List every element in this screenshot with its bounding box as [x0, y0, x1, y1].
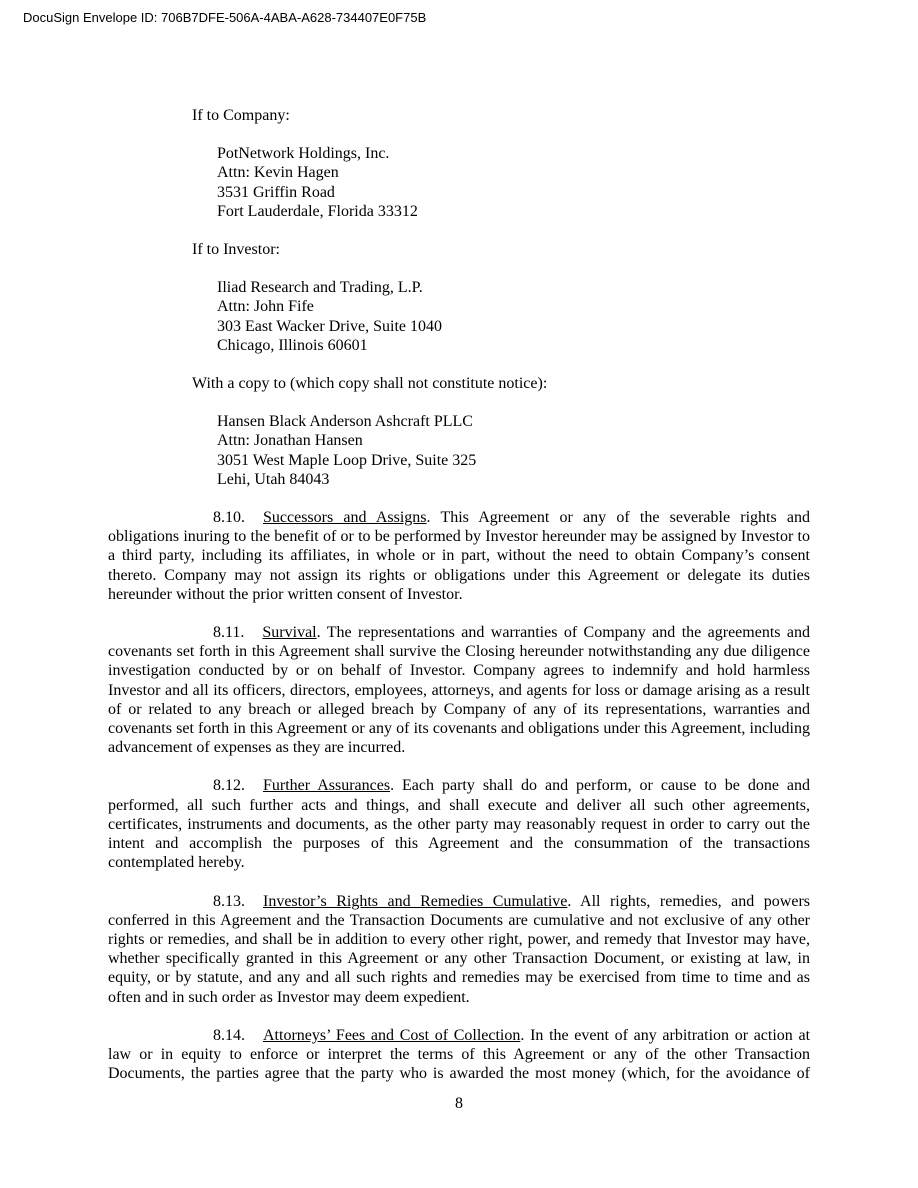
- section-body: The representations and warranties of Company and the agreements and covenants set forth in this Agreement shall survive the Closing hereunder notwithstanding any due diligence investigation conducted by or on behalf of Investor. Company agrees to indemnify and hold harmless Investor and all its officers, directors, employees, attorneys, and agents for loss or damage arising as a result of or related to any breach or alleged breach by Company of any of its representations, warranties and covenants set forth in this Agreement or any of its covenants and obligations under this Agreement, including advancement of expenses as they are incurred.: [108, 624, 811, 757]
- section-number: 8.12.: [213, 777, 245, 795]
- section-body: In the event of any arbitration or action at law or in equity to enforce or interpret the terms of this Agreement or any of the other Transaction Documents, the parties agree that the party who is awarded the most money (which, for the avoidance of: [108, 1026, 811, 1083]
- section-heading: Survival: [262, 624, 317, 642]
- address-line: Chicago, Illinois 60601: [217, 336, 368, 354]
- docusign-envelope-id: DocuSign Envelope ID: 706B7DFE-506A-4ABA-A628-734407E0F75B: [23, 10, 427, 25]
- heading-separator: .: [426, 509, 441, 527]
- section-8-10: [108, 508, 810, 604]
- heading-separator: .: [390, 777, 403, 795]
- page-number: 8: [455, 1095, 463, 1112]
- copy-address-block: [217, 412, 810, 489]
- address-line: Attn: Jonathan Hansen: [217, 432, 363, 450]
- section-heading: Investor’s Rights and Remedies Cumulative: [263, 892, 568, 910]
- address-line: Attn: Kevin Hagen: [217, 164, 339, 182]
- section-body: This Agreement or any of the severable rights and obligations inuring to the benefit of or to be performed by Investor hereunder may be assigned by Investor to a third party, including its affiliates, in whole or in part, without the need to obtain Company’s consent thereto. Company may not assign its rights or obligations under this Agreement or delegate its duties hereunder without the prior written consent of Investor.: [108, 509, 810, 603]
- heading-separator: .: [520, 1026, 531, 1044]
- address-line: Lehi, Utah 84043: [217, 470, 330, 488]
- section-heading: Successors and Assigns: [263, 509, 427, 527]
- address-line: Attn: John Fife: [217, 298, 314, 316]
- section-body: Each party shall do and perform, or cause to be done and performed, all such further acts and things, and shall execute and deliver all such other agreements, certificates, instruments and documents, as the other party may reasonably request in order to carry out the intent and accomplish the purposes of this Agreement and the consummation of the transactions contemplated hereby.: [108, 777, 810, 872]
- section-8-12: [108, 776, 810, 872]
- address-line: Hansen Black Anderson Ashcraft PLLC: [217, 413, 473, 431]
- notice-label-copy: With a copy to (which copy shall not constitute notice):: [192, 375, 548, 393]
- address-line: PotNetwork Holdings, Inc.: [217, 145, 390, 163]
- heading-separator: .: [567, 892, 581, 910]
- address-line: 3531 Griffin Road: [217, 183, 335, 201]
- company-address-block: [217, 144, 810, 221]
- address-line: Fort Lauderdale, Florida 33312: [217, 202, 418, 220]
- section-8-14: [108, 1026, 810, 1084]
- notice-label-company: If to Company:: [192, 107, 290, 124]
- document-body: [108, 106, 810, 1102]
- section-number: 8.10.: [213, 509, 245, 527]
- section-heading: Further Assurances: [263, 777, 391, 795]
- address-line: 303 East Wacker Drive, Suite 1040: [217, 317, 443, 335]
- section-body: All rights, remedies, and powers conferred in this Agreement and the Transaction Documents are cumulative and not exclusive of any other rights or remedies, and shall be in addition to every other right, power, and remedy that Investor may have, whether specifically granted in this Agreement or any other Transaction Document, or existing at law, in equity, or by statute, and any and all such rights and remedies may be exercised from time to time and as often and in such order as Investor may deem expedient.: [108, 892, 811, 1006]
- address-line: 3051 West Maple Loop Drive, Suite 325: [217, 451, 477, 469]
- section-heading: Attorneys’ Fees and Cost of Collection: [263, 1026, 521, 1044]
- investor-address-block: [217, 278, 810, 355]
- section-8-13: [108, 892, 810, 1007]
- notice-label-investor: If to Investor:: [192, 241, 280, 259]
- heading-separator: .: [316, 624, 327, 642]
- section-number: 8.13.: [213, 892, 245, 910]
- section-8-11: [108, 623, 810, 757]
- section-number: 8.14.: [213, 1026, 245, 1044]
- address-line: Iliad Research and Trading, L.P.: [217, 279, 423, 297]
- section-number: 8.11.: [213, 624, 245, 642]
